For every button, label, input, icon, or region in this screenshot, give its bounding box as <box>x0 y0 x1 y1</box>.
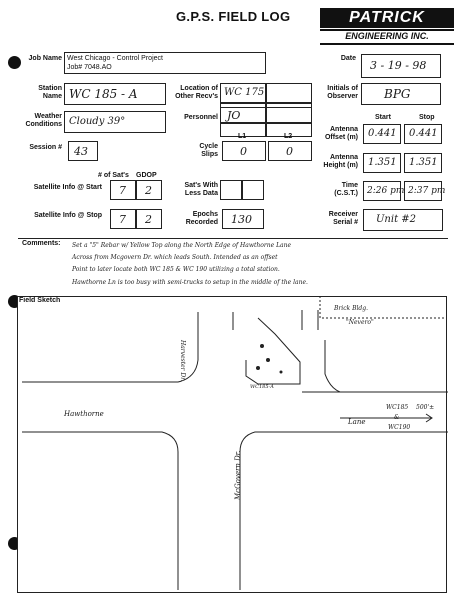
sats-less-label-1: Sat's With <box>184 182 218 189</box>
comment-line-4: Hawthorne Ln is too busy with semi-trucks to setup in the middle of the lane. <box>72 279 308 286</box>
sats-less-label-2: Less Data <box>184 190 218 197</box>
sat-stop-count-value: 7 <box>119 213 126 226</box>
location-label-1: Location of <box>180 85 218 92</box>
sketch-road-hawthorne: Hawthorne <box>64 410 104 418</box>
tree-marker-3 <box>256 366 260 370</box>
initials-label-1: Initials of <box>327 85 358 92</box>
weather-label-2: Conditions <box>25 121 62 128</box>
sketch-road-lane: Lane <box>348 418 366 426</box>
sketch-dist-amp: & <box>394 414 400 421</box>
initials-label-2: Observer <box>327 93 358 100</box>
sat-stop-label: Satellite Info @ Stop <box>34 212 102 219</box>
location-label-2: Other Recv's <box>175 93 218 100</box>
personnel-label: Personnel <box>184 114 218 121</box>
job-name-line1: West Chicago - Control Project <box>67 55 163 62</box>
date-value: 3 - 19 - 98 <box>370 59 427 72</box>
weather-label-1: Weather <box>34 113 62 120</box>
comment-line-3: Point to later locate both WC 185 & WC 190 utilizing a total station. <box>72 266 280 273</box>
receiver-label-1: Receiver <box>328 211 358 218</box>
logo-sub: ENGINEERING INC. <box>320 29 454 45</box>
comment-line-1: Set a "5" Rebar w/ Yellow Top along the North Edge of Hawthorne Lane <box>72 242 292 249</box>
sketch-dist-line1: WC185 <box>386 404 409 411</box>
antenna-height-label-2: Height (m) <box>323 162 358 169</box>
session-label: Session # <box>29 144 62 151</box>
form-title: G.P.S. FIELD LOG <box>176 9 291 24</box>
station-name-label-1: Station <box>38 85 62 92</box>
field-sketch-label: Field Sketch <box>19 297 61 304</box>
antenna-offset-label-2: Offset (m) <box>324 134 358 141</box>
station-marker <box>280 371 283 374</box>
sketch-road-mcgovern: McGovern Dr. <box>234 450 242 500</box>
station-name-value: WC 185 - A <box>69 87 138 101</box>
cycle-slips-label-2: Slips <box>201 151 218 158</box>
station-name-label-2: Name <box>42 93 62 100</box>
location-value: WC 175 <box>224 87 265 98</box>
antenna-height-stop-value: 1.351 <box>409 157 438 168</box>
comments-label: Comments: <box>22 240 61 247</box>
logo-main: PATRICK <box>320 8 454 28</box>
date-label: Date <box>340 55 356 62</box>
initials-value: BPG <box>384 87 411 101</box>
sketch-dist-line2: WC190 <box>388 424 411 431</box>
time-label-1: Time <box>341 182 358 189</box>
antenna-height-start-value: 1.351 <box>368 157 397 168</box>
sketch-building-1: Brick Bldg. <box>334 305 369 312</box>
sat-stop-gdop-value: 2 <box>145 213 152 226</box>
hawthorne-south-edge-east <box>240 432 448 590</box>
time-label-2: (C.S.T.) <box>334 190 358 197</box>
cycle-slips-label-1: Cycle <box>199 143 218 150</box>
session-value: 43 <box>74 145 88 158</box>
tree-marker-2 <box>266 358 270 362</box>
stop-header: Stop <box>419 114 435 121</box>
cycle-slips-l1-value: 0 <box>240 145 247 158</box>
receiver-value: Unit #2 <box>376 214 417 225</box>
sketch-dist-value: 500'± <box>416 404 435 411</box>
start-header: Start <box>375 114 391 121</box>
epochs-value: 130 <box>231 213 252 226</box>
weather-value: Cloudy 39° <box>69 116 126 127</box>
sat-start-label: Satellite Info @ Start <box>33 184 102 191</box>
comment-line-2: Across from Mcgovern Dr. which leads South. Intended as an offset <box>72 254 278 261</box>
antenna-offset-start-value: 0.441 <box>368 128 397 139</box>
personnel-value: JO <box>227 109 241 122</box>
job-name-line2: Job# 7048.AO <box>67 64 112 71</box>
sat-start-count-value: 7 <box>119 184 126 197</box>
harvester-road-west-edge <box>22 312 198 382</box>
curb-right <box>325 340 340 392</box>
gdop-header: GDOP <box>136 172 157 179</box>
epochs-label-2: Recorded <box>185 219 218 226</box>
time-start-value: 2:26 pm <box>367 186 405 196</box>
tree-marker-1 <box>260 344 264 348</box>
epochs-label-1: Epochs <box>192 211 218 218</box>
island-curb <box>246 318 300 384</box>
l1-header: L1 <box>238 133 247 140</box>
l2-header: L2 <box>284 133 293 140</box>
antenna-height-label-1: Antenna <box>330 154 358 161</box>
antenna-offset-stop-value: 0.441 <box>409 128 438 139</box>
sketch-spot-label: WC185-A <box>250 384 274 390</box>
hawthorne-south-edge-west <box>22 432 178 590</box>
job-name-label: Job Name <box>28 55 62 62</box>
cycle-slips-l2-value: 0 <box>286 145 293 158</box>
sketch-road-harvester: Harvester Dr. <box>179 340 186 382</box>
sketch-building-2: "Nevero" <box>346 319 374 326</box>
num-sats-header: # of Sat's <box>98 172 129 179</box>
sat-start-gdop-value: 2 <box>145 184 152 197</box>
receiver-label-2: Serial # <box>333 219 358 226</box>
antenna-offset-label-1: Antenna <box>330 126 358 133</box>
time-stop-value: 2:37 pm <box>408 186 446 196</box>
